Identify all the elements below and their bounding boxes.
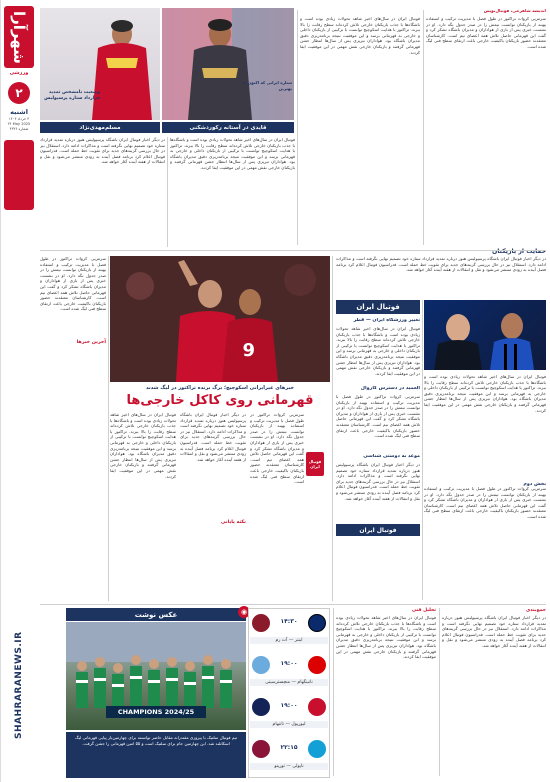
photo-box-title: عکس نوشت	[134, 610, 178, 619]
photo-box-caption: تیم فوتبال سلتیک با پیروزی مقتدرانه مقابل حاضر توانسته برای چهارمین‌بار پیاپی قهرمانی لیگ اسکاتلند شد. این چهارمین جام برای سلتیک است و ۵۵ امین قهرمانی را جشن گرفت.	[66, 732, 246, 778]
team-crest-icon	[252, 698, 270, 716]
fixture-row	[250, 652, 328, 692]
top-mid-caption-bar: قایدی در آستانه رکوردشکنی	[162, 122, 294, 133]
team-crest-icon	[252, 614, 270, 632]
feature-headline: قهرمانی روی کاکل خارجی‌ها	[126, 393, 314, 408]
fixture-teams: ناتینگهام — منچسترسیتی	[250, 679, 328, 686]
column-divider	[167, 137, 168, 247]
fixture-teams: اینتر — آث رم	[250, 637, 328, 644]
feature-text-3: سرمربی کروات تراکتور در طول فصل با مدیریت ترکیب و استفاده بهینه از بازیکنان توانست تیمش را در صدر جدول نگه دارد. او در نشست خبری پس از بازی از هواداران و مدیران باشگاه تشکر کرد و گفت این قهرمانی حاصل تلاش همه اعضای تیم است. کارشناسان معتقدند حضور بازیکنان باکیفیت خارجی باعث ارتقای سطح فنی لیگ شده است.	[250, 412, 304, 485]
celtic-photo	[66, 622, 246, 730]
fixture-time: ۲۲:۱۵	[280, 744, 298, 751]
right-upper-text: در دیگر اخبار فوتبال ایران باشگاه پرسپولیس هنوز درباره تمدید قرارداد ستاره خود تصمیم نهایی نگرفته است و مذاکرات ادامه دارد. استقلال نیز در حال بررسی گزینه‌های جدید برای تقویت خط حمله است. فدراسیون فوتبال اعلام کرد برنامه فصل آینده به زودی منتشر می‌شود و نقل و انتقالات از هفته آینده آغاز خواهد شد.	[336, 256, 546, 273]
camera-icon: ◉	[240, 608, 248, 616]
column-divider	[108, 256, 109, 601]
feature-badge: فوتبال ایران	[306, 452, 324, 476]
fixture-teams: لیورپول — تاتنهام	[250, 721, 328, 728]
team-crest-icon	[308, 698, 326, 716]
champions-banner: CHAMPIONS 2024/25	[106, 706, 206, 718]
team-crest-icon	[252, 656, 270, 674]
player-red-illustration	[40, 8, 160, 120]
feature-kicker: خبرهای غیرایرانی اسکوچیچ؛ برگ برنده تراکتور در لیگ شدند	[146, 385, 294, 391]
coach-and-player-illustration	[424, 300, 546, 370]
top-left-title: وضعیت نامشخص تمدید قرارداد ستاره پرسپولیس	[44, 90, 100, 101]
top-right-kicker: اندیشه شاهرخی، فوتبال‌نویس	[483, 8, 546, 13]
side-url[interactable]: SHAHRARANEWS.IR	[14, 631, 24, 739]
column-divider	[297, 10, 298, 245]
bottom-text-a: فوتبال ایران در سال‌های اخیر شاهد تحولات زیادی بوده است و باشگاه‌ها با جذب بازیکنان خارجی تلاش کرده‌اند سطح رقابت را بالا ببرند. تراکتور با هدایت اسکوچیچ توانست با ترکیبی از بازیکنان داخلی و خارجی به قهرمانی برسد و این موفقیت نتیجه برنامه‌ریزی دقیق مدیران باشگاه بود. هواداران تبریزی پس از سال‌ها انتظار جشن قهرمانی گرفتند و بازیکنان خارجی نقش مهمی در این موفقیت ایفا کردند.	[336, 615, 436, 660]
column-divider	[439, 608, 440, 776]
football-iran-text-1: فوتبال ایران در سال‌های اخیر شاهد تحولات زیادی بوده است و باشگاه‌ها با جذب بازیکنان خارجی تلاش کرده‌اند سطح رقابت را بالا ببرند. تراکتور با هدایت اسکوچیچ توانست با ترکیبی از بازیکنان داخلی و خارجی به قهرمانی برسد و این موفقیت نتیجه برنامه‌ریزی دقیق مدیران باشگاه بود. هواداران تبریزی پس از سال‌ها انتظار جشن قهرمانی گرفتند و بازیکنان خارجی نقش مهمی در این موفقیت ایفا کردند.	[336, 326, 420, 376]
section-divider	[40, 604, 546, 605]
bottom-text-b: در دیگر اخبار فوتبال ایران باشگاه پرسپولیس هنوز درباره تمدید قرارداد ستاره خود تصمیم نهایی نگرفته است و مذاکرات ادامه دارد. استقلال نیز در حال بررسی گزینه‌های جدید برای تقویت خط حمله است. فدراسیون فوتبال اعلام کرد برنامه فصل آینده به زودی منتشر می‌شود و نقل و انتقالات از هفته آینده آغاز خواهد شد.	[442, 615, 546, 648]
football-iran-bottom-bar: فوتبال ایران	[336, 524, 420, 536]
brand-logo: شهرآرا	[4, 6, 34, 68]
football-iran-title-bar: فوتبال ایران	[336, 300, 420, 314]
fixture-row	[250, 610, 328, 650]
feature-left-text: سرمربی کروات تراکتور در طول فصل با مدیریت ترکیب و استفاده بهینه از بازیکنان توانست تیمش را در صدر جدول نگه دارد. او در نشست خبری پس از بازی از هواداران و مدیران باشگاه تشکر کرد و گفت این قهرمانی حاصل تلاش همه اعضای تیم است. کارشناسان معتقدند حضور بازیکنان باکیفیت خارجی باعث ارتقای سطح فنی لیگ شده است.	[40, 256, 106, 312]
fixture-row	[250, 736, 328, 776]
top-right-para-head: حمایت از بازیکنان	[491, 248, 546, 255]
football-iran-item-2-head: العمید در دسترس کاروال	[360, 386, 420, 391]
right-lower-text-a: فوتبال ایران در سال‌های اخیر شاهد تحولات زیادی بوده است و باشگاه‌ها با جذب بازیکنان خارجی تلاش کرده‌اند سطح رقابت را بالا ببرند. تراکتور با هدایت اسکوچیچ توانست با ترکیبی از بازیکنان داخلی و خارجی به قهرمانی برسد و این موفقیت نتیجه برنامه‌ریزی دقیق مدیران باشگاه بود. هواداران تبریزی پس از سال‌ها انتظار جشن قهرمانی گرفتند و بازیکنان خارجی نقش مهمی در این موفقیت ایفا کردند.	[424, 374, 546, 413]
right-para-head: بخش دوم	[523, 482, 546, 487]
team-crest-icon	[252, 740, 270, 758]
column-divider	[422, 300, 423, 600]
weekday: اشنبه	[10, 108, 28, 116]
right-photo-coach	[424, 300, 546, 370]
team-crest-icon	[308, 656, 326, 674]
football-iran-text-2: سرمربی کروات تراکتور در طول فصل با مدیریت ترکیب و استفاده بهینه از بازیکنان توانست تیمش را در صدر جدول نگه دارد. او در نشست خبری پس از بازی از هواداران و مدیران باشگاه تشکر کرد و گفت این قهرمانی حاصل تلاش همه اعضای تیم است. کارشناسان معتقدند حضور بازیکنان باکیفیت خارجی باعث ارتقای سطح فنی لیگ شده است.	[336, 394, 420, 439]
fixture-time: ۱۴:۳۰	[280, 618, 298, 625]
fixture-time: ۱۹:۰۰	[280, 660, 298, 667]
bottom-para-head-1: تحلیل فنی	[411, 608, 436, 613]
feature-para-head: نکته پایانی	[221, 520, 246, 525]
column-divider	[332, 256, 333, 601]
brand-logo-secondary	[4, 140, 34, 210]
date-en: ۲۴ May 2025	[7, 122, 31, 126]
bottom-para-head-2: جمع‌بندی	[526, 608, 546, 613]
issue-number: شماره ۴۳۳۶	[9, 127, 29, 131]
player-dark-illustration	[162, 8, 294, 120]
column-divider	[333, 608, 334, 776]
masthead	[0, 0, 36, 782]
page-number-badge: ۲	[8, 82, 30, 104]
top-right-text-a: فوتبال ایران در سال‌های اخیر شاهد تحولات زیادی بوده است و باشگاه‌ها با جذب بازیکنان خارجی تلاش کرده‌اند سطح رقابت را بالا ببرند. تراکتور با هدایت اسکوچیچ توانست با ترکیبی از بازیکنان داخلی و خارجی به قهرمانی برسد و این موفقیت نتیجه برنامه‌ریزی دقیق مدیران باشگاه بود. هواداران تبریزی پس از سال‌ها انتظار جشن قهرمانی گرفتند و بازیکنان خارجی نقش مهمی در این موفقیت ایفا کردند.	[300, 16, 420, 55]
football-iran-item-1-head: تغییر ورزشگاه ایران — قطر	[353, 318, 420, 323]
section-divider	[40, 250, 546, 251]
team-crest-icon	[308, 614, 326, 632]
top-mid-subtitle: ستاره ایرانی که اکنون به بهترین	[242, 80, 292, 91]
football-iran-item-3-head: موعد به دوستی شناسی	[363, 454, 420, 459]
top-left-caption-bar: مسلم‌مهدی‌نژاد	[40, 122, 160, 133]
right-lower-text-b: سرمربی کروات تراکتور در طول فصل با مدیریت ترکیب و استفاده بهینه از بازیکنان توانست تیمش را در صدر جدول نگه دارد. او در نشست خبری پس از بازی از هواداران و مدیران باشگاه تشکر کرد و گفت این قهرمانی حاصل تلاش همه اعضای تیم است. کارشناسان معتقدند حضور بازیکنان باکیفیت خارجی باعث ارتقای سطح فنی لیگ شده است.	[424, 486, 546, 519]
fixture-row	[250, 694, 328, 734]
photo-box-header	[66, 608, 246, 621]
fixture-teams: ناپولی — تورینو	[250, 763, 328, 770]
feature-text-2: در دیگر اخبار فوتبال ایران باشگاه پرسپولیس هنوز درباره تمدید قرارداد ستاره خود تصمیم نهایی نگرفته است و مذاکرات ادامه دارد. استقلال نیز در حال بررسی گزینه‌های جدید برای تقویت خط حمله است. فدراسیون فوتبال اعلام کرد برنامه فصل آینده به زودی منتشر می‌شود و نقل و انتقالات از هفته آینده آغاز خواهد شد.	[180, 412, 246, 462]
mid-text-left: در دیگر اخبار فوتبال ایران باشگاه پرسپولیس هنوز درباره تمدید قرارداد ستاره خود تصمیم نهایی نگرفته است و مذاکرات ادامه دارد. استقلال نیز در حال بررسی گزینه‌های جدید برای تقویت خط حمله است. فدراسیون فوتبال اعلام کرد برنامه فصل آینده به زودی منتشر می‌شود و نقل و انتقالات از هفته آینده آغاز خواهد شد.	[40, 137, 165, 165]
mid-text-center: فوتبال ایران در سال‌های اخیر شاهد تحولات زیادی بوده است و باشگاه‌ها با جذب بازیکنان خارجی تلاش کرده‌اند سطح رقابت را بالا ببرند. تراکتور با هدایت اسکوچیچ توانست با ترکیبی از بازیکنان داخلی و خارجی به قهرمانی برسد و این موفقیت نتیجه برنامه‌ریزی دقیق مدیران باشگاه بود. هواداران تبریزی پس از سال‌ها انتظار جشن قهرمانی گرفتند و بازیکنان خارجی نقش مهمی در این موفقیت ایفا کردند.	[170, 137, 295, 170]
feature-text-1: فوتبال ایران در سال‌های اخیر شاهد تحولات زیادی بوده است و باشگاه‌ها با جذب بازیکنان خارجی تلاش کرده‌اند سطح رقابت را بالا ببرند. تراکتور با هدایت اسکوچیچ توانست با ترکیبی از بازیکنان داخلی و خارجی به قهرمانی برسد و این موفقیت نتیجه برنامه‌ریزی دقیق مدیران باشگاه بود. هواداران تبریزی پس از سال‌ها انتظار جشن قهرمانی گرفتند و بازیکنان خارجی نقش مهمی در این موفقیت ایفا کردند.	[110, 412, 176, 479]
players-celebrating-illustration	[110, 256, 330, 382]
section-label: ورزشی	[9, 70, 29, 76]
feature-photo	[110, 256, 330, 382]
date-fa: ۳ خرداد ۱۴۰۴	[8, 117, 30, 121]
top-right-text-b: سرمربی کروات تراکتور در طول فصل با مدیریت ترکیب و استفاده بهینه از بازیکنان توانست تیمش را در صدر جدول نگه دارد. او در نشست خبری پس از بازی از هواداران و مدیران باشگاه تشکر کرد و گفت این قهرمانی حاصل تلاش همه اعضای تیم است. کارشناسان معتقدند حضور بازیکنان باکیفیت خارجی باعث ارتقای سطح فنی لیگ شده است.	[426, 16, 546, 49]
team-crest-icon	[308, 740, 326, 758]
top-mid-photo	[162, 8, 294, 120]
column-divider	[423, 10, 424, 245]
fixture-time: ۱۹:۰۰	[280, 702, 298, 709]
feature-left-head: آخرین خبرها	[76, 340, 106, 345]
football-iran-text-3: در دیگر اخبار فوتبال ایران باشگاه پرسپولیس هنوز درباره تمدید قرارداد ستاره خود تصمیم نهایی نگرفته است و مذاکرات ادامه دارد. استقلال نیز در حال بررسی گزینه‌های جدید برای تقویت خط حمله است. فدراسیون فوتبال اعلام کرد برنامه فصل آینده به زودی منتشر می‌شود و نقل و انتقالات از هفته آینده آغاز خواهد شد.	[336, 462, 420, 501]
top-left-photo	[40, 8, 160, 120]
svg-text:9: 9	[242, 340, 255, 361]
